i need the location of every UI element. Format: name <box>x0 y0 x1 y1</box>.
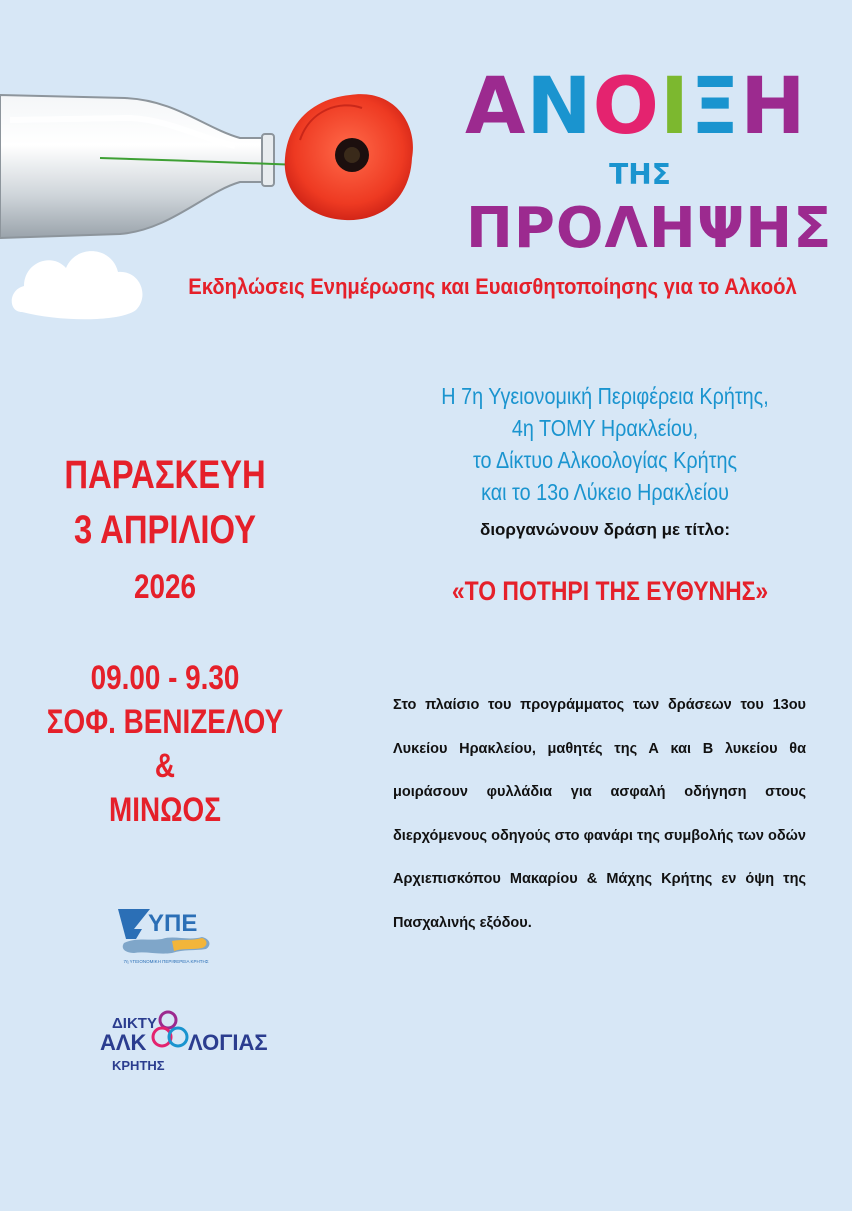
event-location: ΣΟΦ. ΒΕΝΙΖΕΛΟΥ & <box>46 703 284 785</box>
title-letter: Ξ <box>690 62 741 152</box>
event-title: «ΤΟ ΠΟΤΗΡΙ ΤΗΣ ΕΥΘΥΝΗΣ» <box>451 576 769 606</box>
network-logo-line1: ΔΙΚΤΥ <box>112 1015 157 1032</box>
title-letter: Ν <box>526 62 593 152</box>
crete-map-icon <box>123 937 210 954</box>
event-day: ΠΑΡΑΣΚΕΥΗ <box>64 453 266 497</box>
event-date <box>46 448 284 558</box>
event-time: 09.00 - 9.30 <box>90 659 240 697</box>
poppy-flower-icon <box>285 94 413 220</box>
title-letter: Η <box>740 62 807 152</box>
organizers <box>385 380 825 508</box>
alcohol-network-logo <box>96 1008 276 1076</box>
ype-logo-caption: 7η ΥΓΕΙΟΝΟΜΙΚΗ ΠΕΡΙΦΕΡΕΙΑ ΚΡΗΤΗΣ <box>123 959 209 964</box>
network-logo-line2a: ΑΛΚ <box>100 1030 147 1055</box>
title-the: ΤΗΣ <box>609 158 671 191</box>
ype-logo <box>114 905 220 967</box>
organizer-line: το Δίκτυο Αλκοολογίας Κρήτης <box>473 447 737 473</box>
cloud-icon <box>12 251 143 319</box>
organizer-line: 4η ΤΟΜΥ Ηρακλείου, <box>511 415 699 441</box>
ype-logo-mark: ΥΠΕ <box>148 910 198 937</box>
event-time-location <box>46 656 284 832</box>
event-year: 2026 <box>133 568 197 606</box>
title-prolipsis: ΠΡΟΛΗΨΗΣ <box>466 196 833 261</box>
interlocking-rings-icon <box>153 1012 187 1046</box>
network-logo-line2b: ΛΟΓΙΑΣ <box>188 1030 268 1055</box>
organizer-line: και το 13ο Λύκειο Ηρακλείου <box>481 479 729 505</box>
bottle-illustration <box>0 95 300 238</box>
title-letter: Ο <box>592 62 660 152</box>
event-day-month: 3 ΑΠΡΙΛΙΟΥ <box>74 508 256 552</box>
organize-text: διοργανώνουν δράση με τίτλο: <box>480 520 730 539</box>
main-title <box>465 62 815 152</box>
event-location: ΜΙΝΩΟΣ <box>109 791 221 829</box>
organizer-line: Η 7η Υγειονομική Περιφέρεια Κρήτης, <box>441 383 769 409</box>
network-logo-line3: ΚΡΗΤΗΣ <box>112 1058 165 1073</box>
subtitle: Εκδηλώσεις Ενημέρωσης και Ευαισθητοποίησης για το Αλκοόλ <box>188 274 797 299</box>
description: Στο πλαίσιο του προγράμματος των δράσεων του 13ου Λυκείου Ηρακλείου, μαθητές της Α και Β λυκείου θα μοιράσουν φυλλάδια για ασφαλή οδήγηση στους διερχόμενους οδηγούς στο φανάρι της συμβολής των οδών Αρχιεπισκόπου Μακαρίου & Μάχης Κρήτης εν όψη της Πασχαλινής εξόδου. <box>393 697 806 931</box>
title-letter: Ι <box>659 62 690 152</box>
title-letter: Α <box>465 62 527 152</box>
